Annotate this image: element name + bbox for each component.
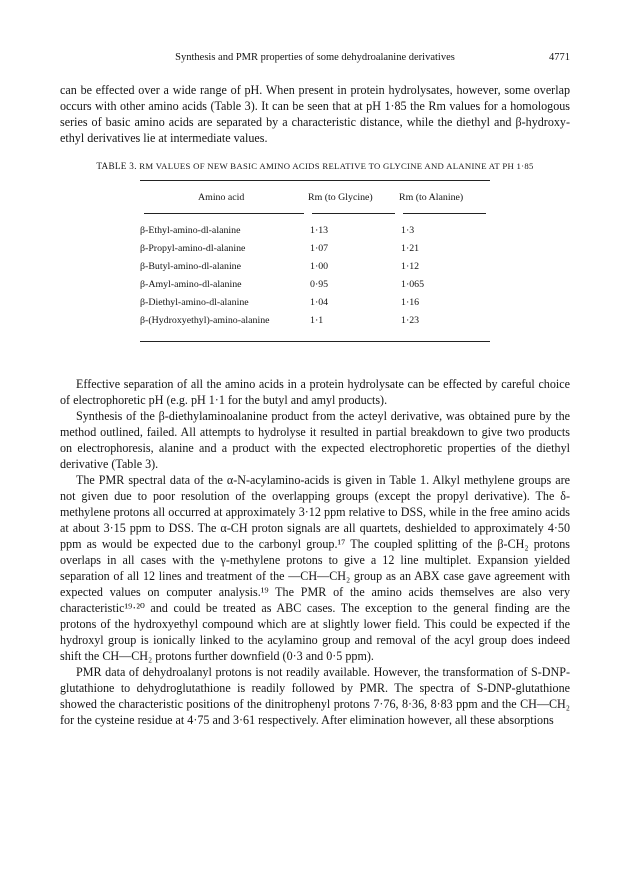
cell-amino-acid: β-Diethyl-amino-dl-alanine — [140, 297, 249, 308]
cell-rm-alanine: 1·065 — [401, 279, 425, 290]
table-row — [140, 258, 490, 276]
cell-rm-glycine: 1·13 — [310, 225, 329, 236]
cell-rm-alanine: 1·16 — [401, 297, 420, 308]
cell-amino-acid: β-Ethyl-amino-dl-alanine — [140, 225, 241, 236]
rm-values-table — [140, 181, 490, 341]
paragraph-separation: Effective separation of all the amino acids in a protein hydrolysate can be effected by careful choice of electrophoretic pH (e.g. pH 1·1 for the butyl and amyl products). — [60, 377, 570, 407]
paragraph-top: can be effected over a wide range of pH. When present in protein hydrolysates, however, some overlap occurs with other amino acids (Table 3). It can be seen that at pH 1·85 the Rm values for a homologous series of basic amino acids are separated by a characteristic distance, while the diethyl and β-hydroxy-ethyl derivatives lie at intermediate values. — [60, 83, 570, 145]
table-row — [140, 312, 490, 342]
cell-rm-alanine: 1·23 — [401, 315, 420, 326]
cell-rm-alanine: 1·3 — [401, 225, 415, 236]
table-caption — [60, 160, 570, 173]
cell-rm-glycine: 1·04 — [310, 297, 329, 308]
paragraph-synthesis: Synthesis of the β-diethylaminoalanine product from the acteyl derivative, was obtained pure by the method outlined, failed. All attempts to hydrolyse it resulted in partial breakdown to give two products on electrophoresis, alanine and a product with the expected electrophoretic properties of the diethyl derivative (Table 3). — [60, 409, 570, 471]
cell-rm-alanine: 1·21 — [401, 243, 420, 254]
running-header — [60, 52, 570, 68]
table-caption-text: RM VALUES OF NEW BASIC AMINO ACIDS RELATIVE TO GLYCINE AND ALANINE AT PH 1·85 — [139, 161, 534, 171]
cell-amino-acid: β-Butyl-amino-dl-alanine — [140, 261, 242, 272]
table-row — [140, 240, 490, 258]
cell-rm-glycine: 0·95 — [310, 279, 329, 290]
cell-rm-alanine: 1·12 — [401, 261, 420, 272]
table-row — [140, 276, 490, 294]
cell-rm-glycine: 1·1 — [310, 315, 324, 326]
page-number: 4771 — [549, 52, 570, 63]
table-row — [140, 294, 490, 312]
cell-rm-glycine: 1·07 — [310, 243, 329, 254]
cell-amino-acid: β-(Hydroxyethyl)-amino-alanine — [140, 315, 270, 326]
table-bottom-rule — [140, 341, 490, 342]
paragraph-pmr-dehydroalanyl: PMR data of dehydroalanyl protons is not readily available. However, the transformation of S-DNP-glutathione to dehydroglutathione is readily followed by PMR. The spectra of S-DNP-glutathione showed the characteristic positions of the dinitrophenyl protons 7·76, 8·36, 8·83 ppm and the CH—CH₂ for the cysteine residue at 4·75 and 3·61 respectively. After elimination however, all these absorptions — [60, 665, 570, 727]
table-3 — [140, 180, 490, 342]
paper-page — [60, 52, 570, 728]
table-row — [140, 214, 490, 240]
table-caption-lead: TABLE 3. — [96, 161, 137, 171]
col-header-rm-alanine: Rm (to Alanine) — [399, 192, 464, 203]
paragraph-pmr-spectral: The PMR spectral data of the α-N-acylamino-acids is given in Table 1. Alkyl methylene groups are not given due to poor resolution of the overlapping groups (except the propyl derivative). The δ-methylene protons all occurred at approximately 3·12 ppm relative to DSS, while in the free amino acids at about 3·15 ppm to DSS. The α-CH proton signals are all quartets, deshielded to approximately 4·50 ppm as would be expected due to the carbonyl group.¹⁷ The coupled splitting of the β-CH₂ protons overlaps in all cases with the γ-methylene protons to give a 12 line multiplet. Expansion yielded separation of all 12 lines and treatment of the —CH—CH₂ group as an ABX case gave agreement with expected values on computer analysis.¹⁹ The PMR of the amino acids themselves are also very characteristic¹⁹·²⁰ and could be treated as ABC cases. The exception to the general finding are the protons of the hydroxyethyl compound which are at slightly lower field. This could be expected if the hydroxyl group is ionically linked to the acylamino group and removal of the acyl group does indeed shift the CH—CH₂ protons further downfield (0·3 and 0·5 ppm). — [60, 473, 570, 663]
cell-amino-acid: β-Propyl-amino-dl-alanine — [140, 243, 246, 254]
col-header-amino-acid: Amino acid — [198, 192, 245, 203]
cell-amino-acid: β-Amyl-amino-dl-alanine — [140, 279, 242, 290]
col-header-rm-glycine: Rm (to Glycine) — [308, 192, 373, 203]
running-title: Synthesis and PMR properties of some dehydroalanine derivatives — [175, 52, 455, 63]
cell-rm-glycine: 1·00 — [310, 261, 329, 272]
